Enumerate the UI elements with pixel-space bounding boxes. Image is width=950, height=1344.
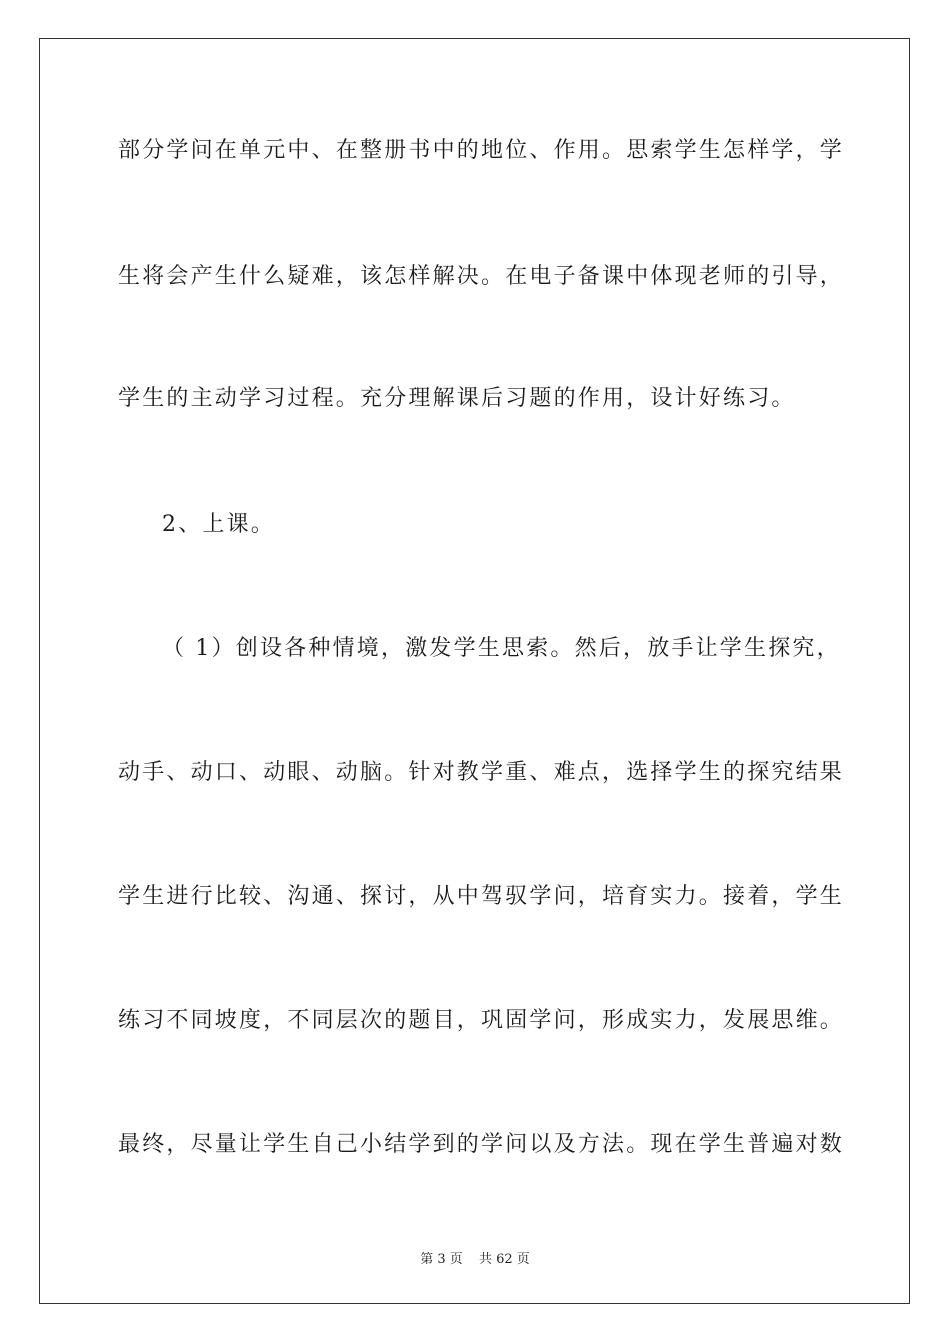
body-text-line-5: （ 1）创设各种情境，激发学生思索。然后，放手让学生探究， <box>162 636 841 661</box>
page-footer <box>0 1248 950 1267</box>
body-text-line-8: 练习不同坡度，不同层次的题目，巩固学问，形成实力，发展思维。 <box>118 1008 845 1033</box>
section-heading-class: 2、上课。 <box>162 512 275 537</box>
body-text-line-1: 部分学问在单元中、在整册书中的地位、作用。思索学生怎样学，学 <box>118 138 845 163</box>
body-text-line-7: 学生进行比较、沟通、探讨，从中驾驭学问，培育实力。接着，学生 <box>118 884 845 909</box>
page-border <box>39 38 910 1304</box>
body-text-line-9: 最终，尽量让学生自己小结学到的学问以及方法。现在学生普遍对数 <box>118 1132 845 1157</box>
body-text-line-2: 生将会产生什么疑难，该怎样解决。在电子备课中体现老师的引导， <box>118 264 845 289</box>
page-number: 第 3 页 <box>420 1252 463 1267</box>
body-text-line-3: 学生的主动学习过程。充分理解课后习题的作用，设计好练习。 <box>118 386 796 411</box>
total-pages: 共 62 页 <box>478 1252 530 1267</box>
body-text-line-6: 动手、动口、动眼、动脑。针对教学重、难点，选择学生的探究结果 <box>118 760 845 785</box>
